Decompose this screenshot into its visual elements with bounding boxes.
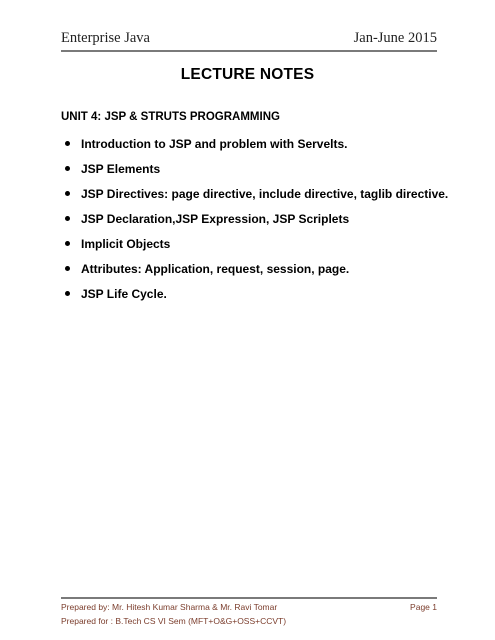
list-item [64,287,448,312]
header-session: Jan-June 2015 [353,30,437,46]
bullet-icon [65,191,70,196]
bullet-icon [65,166,70,171]
bullet-icon [65,216,70,221]
topic-label: JSP Life Cycle. [81,287,167,301]
topic-label: Attributes: Application, request, session, page. [81,262,350,276]
page-number: Page 1 [410,602,437,612]
topic-label: Implicit Objects [81,237,171,251]
bullet-icon [65,266,70,271]
footer-prepared-for: Prepared for : B.Tech CS VI Sem (MFT+O&G+OSS+CCVT) [61,616,287,626]
page-footer [61,597,437,630]
list-item [64,137,448,162]
bullet-icon [65,291,70,296]
list-item [64,162,448,187]
footer-row [61,602,437,616]
page-title: LECTURE NOTES [180,66,315,83]
list-item [64,262,448,287]
list-item [64,187,448,212]
list-item [64,237,448,262]
topic-label: JSP Elements [81,162,161,176]
topic-label: Introduction to JSP and problem with Servelts. [81,137,348,151]
topic-label: JSP Directives: page directive, include directive, taglib directive. [81,187,449,201]
topic-label: JSP Declaration,JSP Expression, JSP Scriplets [81,212,350,226]
bullet-icon [65,241,70,246]
page-header [61,30,437,52]
bullet-icon [65,141,70,146]
topic-list [64,137,448,312]
list-item [64,212,448,237]
footer-row [61,616,437,630]
unit-heading: UNIT 4: JSP & STRUTS PROGRAMMING [61,111,280,123]
header-course-title: Enterprise Java [61,30,150,46]
footer-prepared-by: Prepared by: Mr. Hitesh Kumar Sharma & Mr. Ravi Tomar [61,602,278,612]
